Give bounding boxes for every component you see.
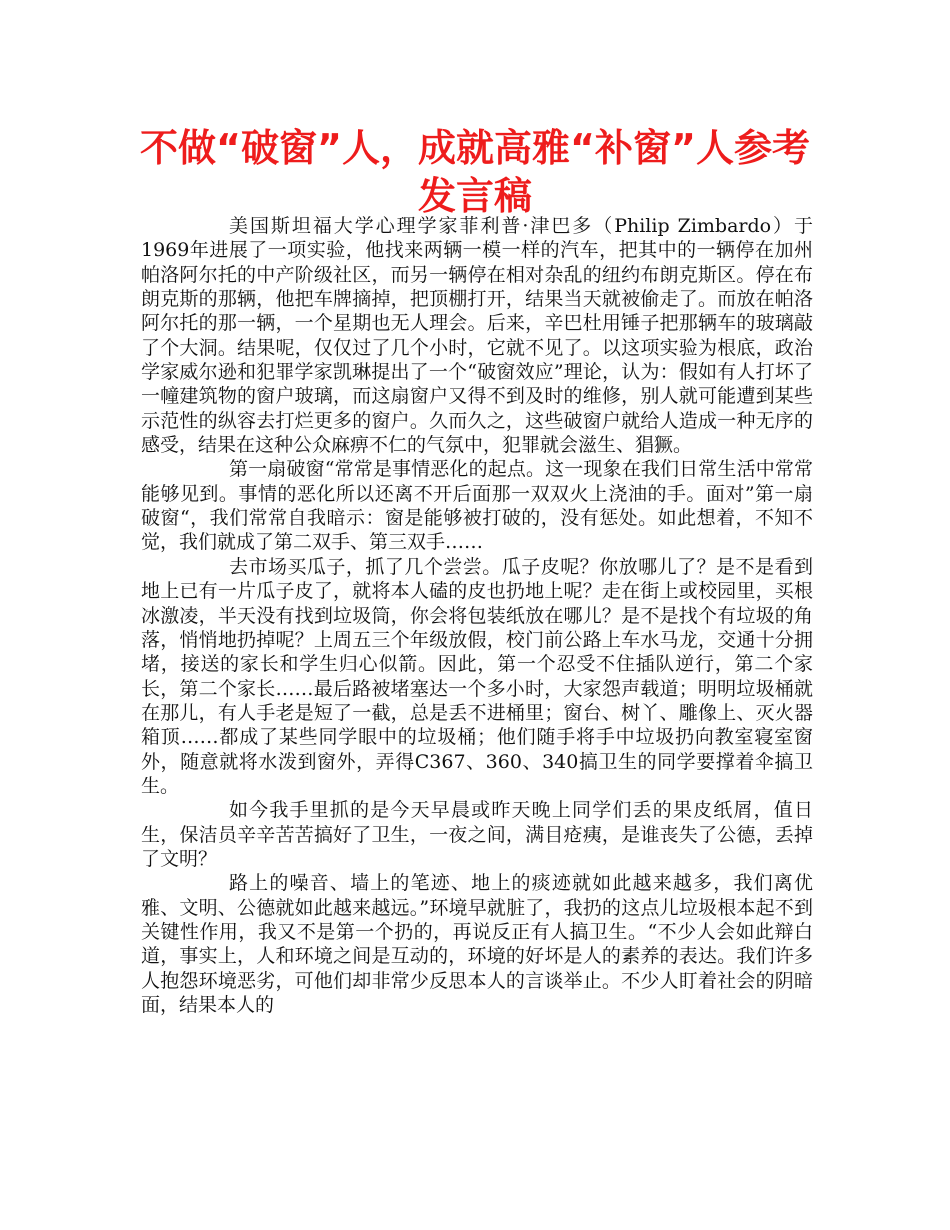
paragraph: 如今我手里抓的是今天早晨或昨天晚上同学们丢的果皮纸屑，值日生，保洁员辛辛苦苦搞好了卫生，一夜之间，满目疮痍，是谁丧失了公德，丢掉了文明？ bbox=[141, 799, 813, 870]
paragraph: 路上的噪音、墙上的笔迹、地上的痰迹就如此越来越多，我们离优雅、文明、公德就如此越来越远。”环境早就脏了，我扔的这点儿垃圾根本起不到关键性作用，我又不是第一个扔的，再说反正有人搞卫生。“不少人会如此辩白道，事实上，人和环境之间是互动的，环境的好坏是人的素养的表达。我们许多人抱怨环境恶劣，可他们却非常少反思本人的言谈举止。不少人盯着社会的阴暗面，结果本人的 bbox=[141, 872, 813, 1016]
paragraph: 美国斯坦福大学心理学家菲利普·津巴多（Philip Zimbardo）于1969年进展了一项实验，他找来两辆一模一样的汽车，把其中的一辆停在加州帕洛阿尔托的中产阶级社区，而另一辆停在相对杂乱的纽约布朗克斯区。停在布朗克斯的那辆，他把车牌摘掉，把顶棚打开，结果当天就被偷走了。而放在帕洛阿尔托的那一辆，一个星期也无人理会。后来，辛巴杜用锤子把那辆车的玻璃敲了个大洞。结果呢，仅仅过了几个小时，它就不见了。以这项实验为根底，政治学家威尔逊和犯罪学家凯琳提出了一个“破窗效应”理论，认为：假如有人打坏了一幢建筑物的窗户玻璃，而这扇窗户又得不到及时的维修，别人就可能遭到某些示范性的纵容去打烂更多的窗户。久而久之，这些破窗户就给人造成一种无序的感受，结果在这种公众麻痹不仁的气氛中，犯罪就会滋生、猖獗。 bbox=[141, 215, 813, 457]
paragraph: 第一扇破窗“常常是事情恶化的起点。这一现象在我们日常生活中常常能够见到。事情的恶化所以还离不开后面那一双双火上浇油的手。面对”第一扇破窗“，我们常常自我暗示：窗是能够被打破的，没有惩处。如此想着，不知不觉，我们就成了第二双手、第三双手…… bbox=[141, 458, 813, 554]
document-title: 不做“破窗”人，成就高雅“补窗”人参考发言稿 bbox=[140, 126, 810, 218]
document-body bbox=[141, 214, 813, 1017]
paragraph: 去市场买瓜子，抓了几个尝尝。瓜子皮呢？你放哪儿了？是不是看到地上已有一片瓜子皮了，就将本人磕的皮也扔地上呢？走在街上或校园里，买根冰激凌，半天没有找到垃圾筒，你会将包装纸放在哪儿？是不是找个有垃圾的角落，悄悄地扔掉呢？上周五三个年级放假，校门前公路上车水马龙，交通十分拥堵，接送的家长和学生归心似箭。因此，第一个忍受不住插队逆行，第二个家长，第二个家长……最后路被堵塞达一个多小时，大家怨声载道；明明垃圾桶就在那儿，有人手老是短了一截，总是丢不进桶里；窗台、树丫、雕像上、灭火器箱顶……都成了某些同学眼中的垃圾桶；他们随手将手中垃圾扔向教室寝室窗外，随意就将水泼到窗外，弄得C367、360、340搞卫生的同学要撑着伞搞卫生。 bbox=[141, 555, 813, 797]
